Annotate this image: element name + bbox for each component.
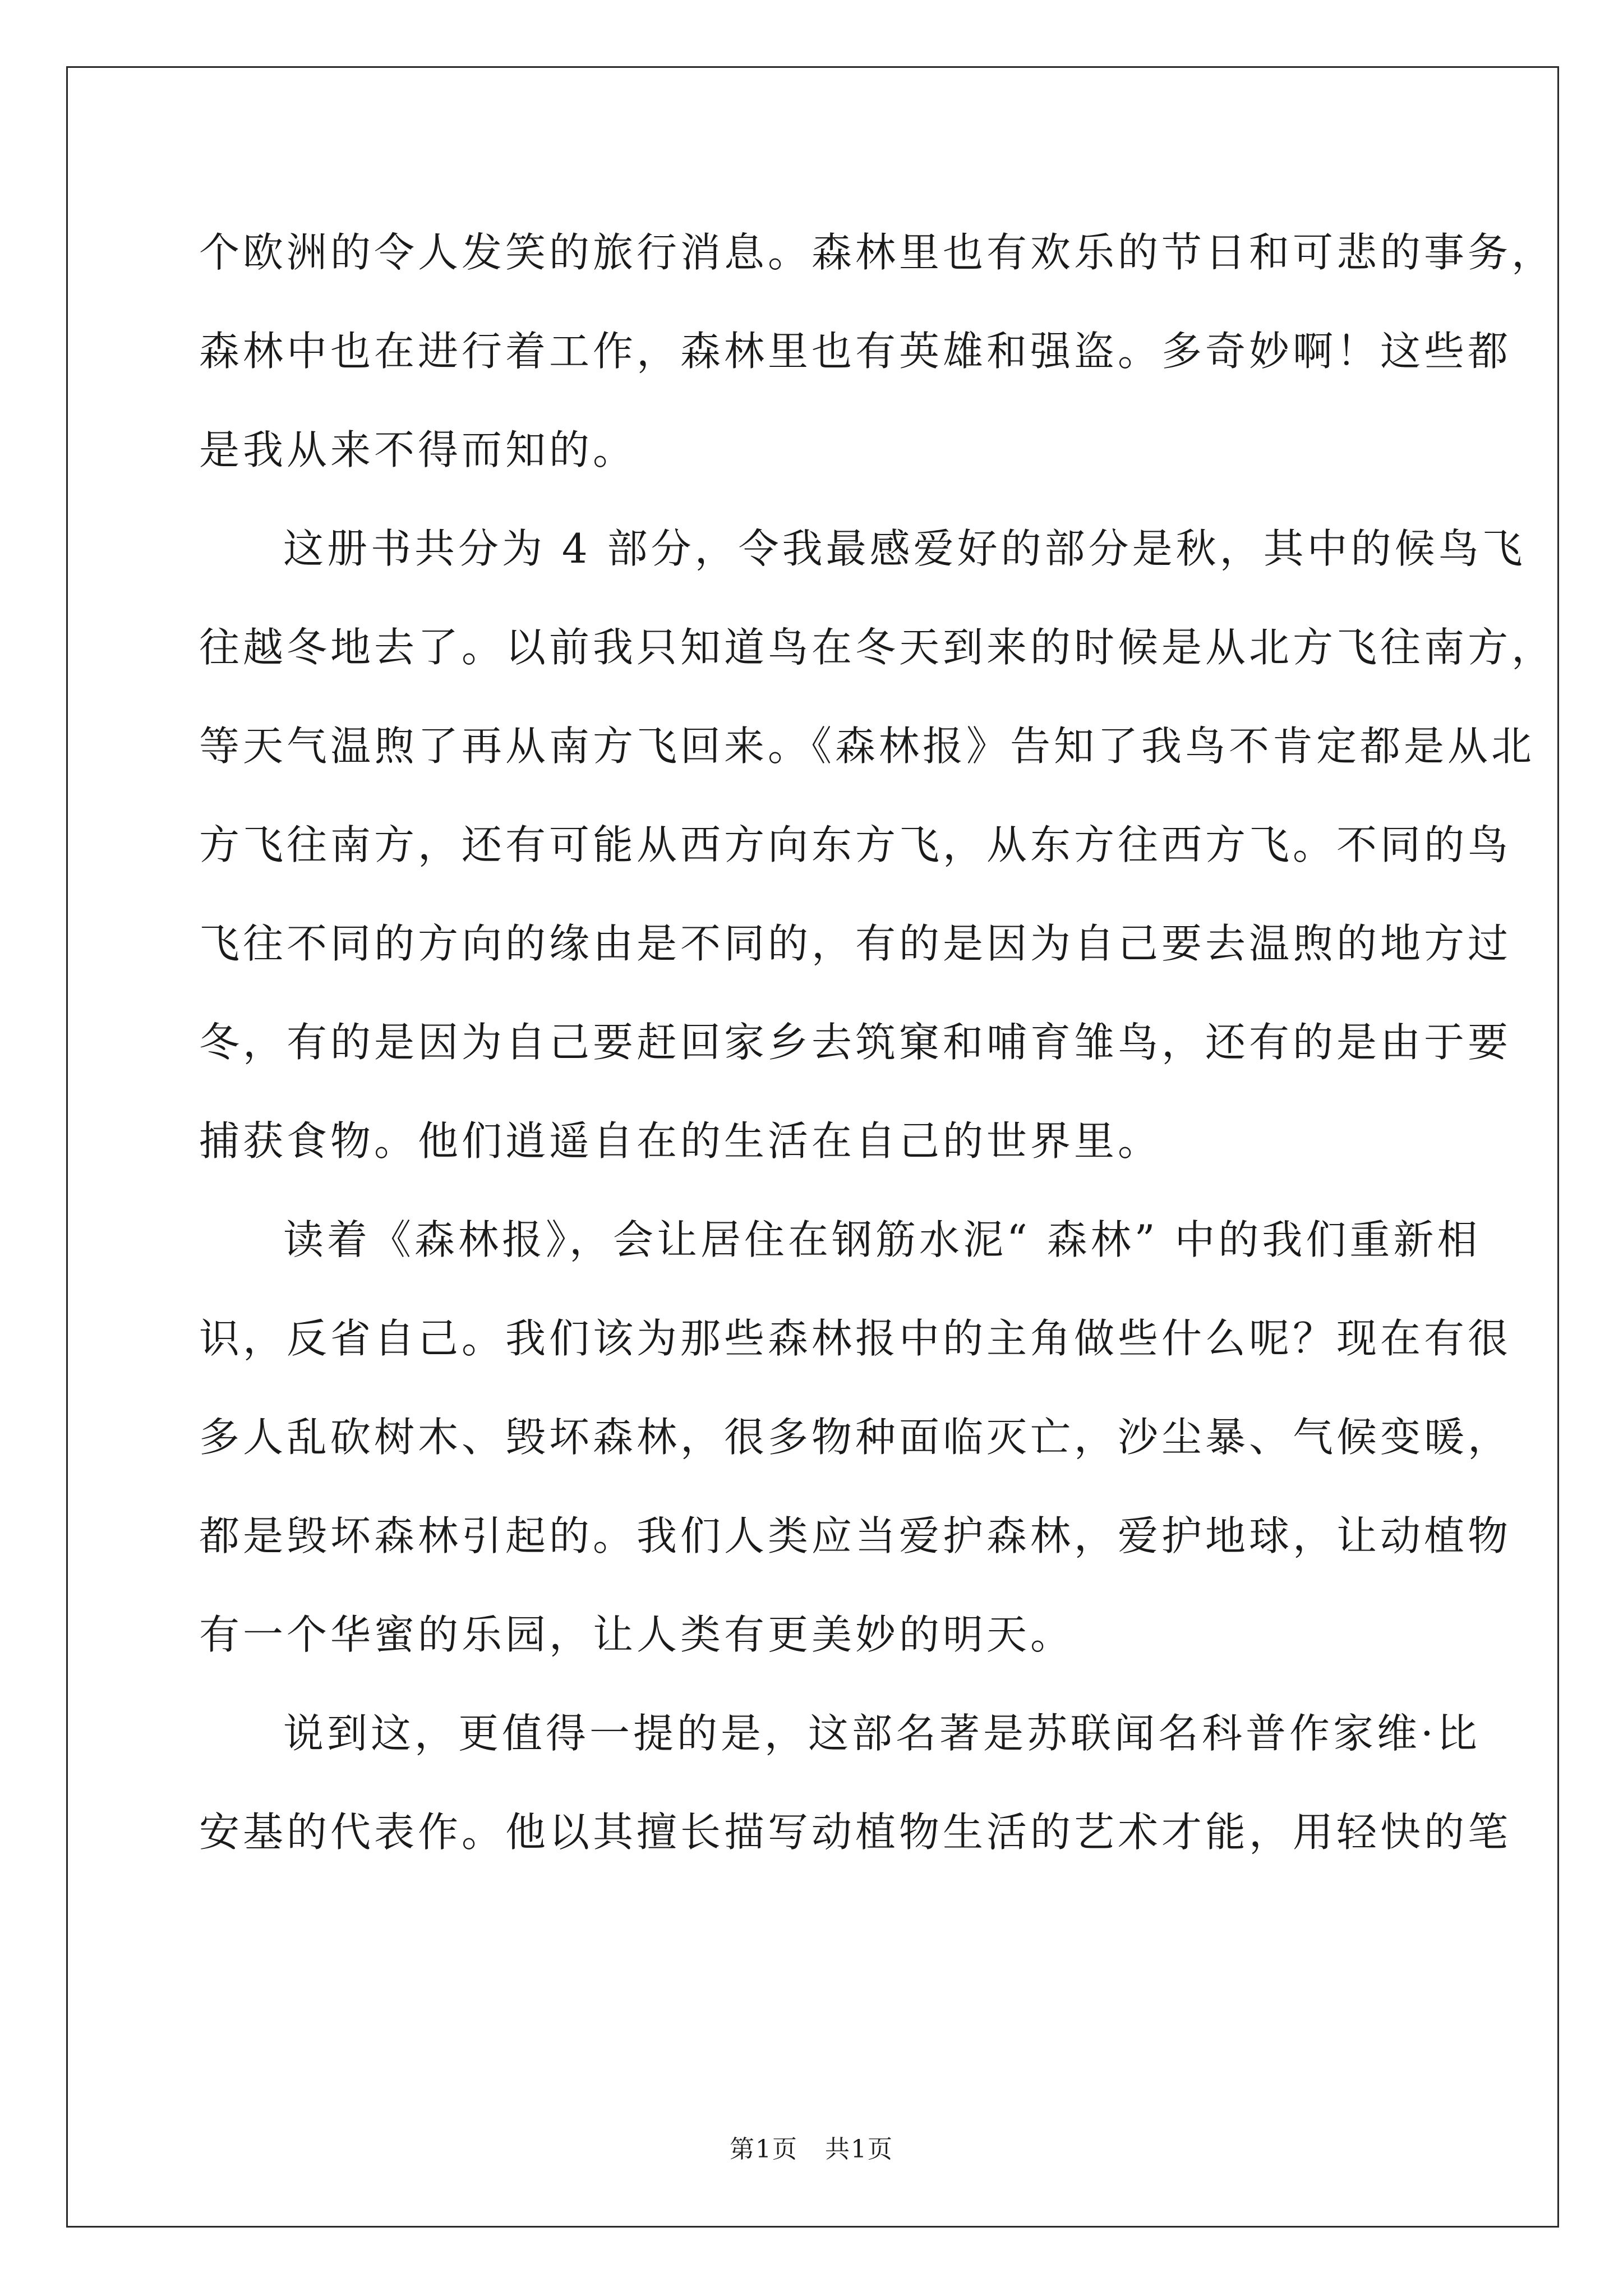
text-line: 飞往不同的方向的缘由是不同的，有的是因为自己要去温煦的地方过 [199, 920, 1512, 967]
paragraph-start-line: 读着《森林报》，会让居住在钢筋水泥“ 森林” 中的我们重新相 [283, 1216, 1481, 1263]
text-line: 都是毁坏森林引起的。我们人类应当爱护森林，爱护地球，让动植物 [199, 1512, 1512, 1559]
text-line: 识，反省自己。我们该为那些森林报中的主角做些什么呢？现在有很 [199, 1315, 1512, 1362]
document-body [199, 219, 1556, 1897]
paragraph-start-line: 这册书共分为 4 部分，令我最感爱好的部分是秋，其中的候鸟飞 [283, 525, 1526, 572]
page-footer: 第1页 共1页 [730, 2135, 893, 2164]
text-line: 安基的代表作。他以其擅长描写动植物生活的艺术才能，用轻快的笔 [199, 1809, 1512, 1856]
text-line: 冬，有的是因为自己要赶回家乡去筑窠和哺育雏鸟，还有的是由于要 [199, 1019, 1512, 1066]
text-line: 是我从来不得而知的。 [199, 426, 637, 473]
text-line: 捕获食物。他们逍遥自在的生活在自己的世界里。 [199, 1117, 1162, 1165]
text-line: 有一个华蜜的乐园，让人类有更美妙的明天。 [199, 1611, 1075, 1658]
paragraph-start-line: 说到这，更值得一提的是，这部名著是苏联闻名科普作家维·比 [283, 1710, 1481, 1757]
text-line: 等天气温煦了再从南方飞回来。《森林报》告知了我鸟不肯定都是从北 [199, 723, 1536, 770]
text-line: 多人乱砍树木、毁坏森林，很多物种面临灭亡，沙尘暴、气候变暖， [199, 1414, 1512, 1461]
text-line: 方飞往南方，还有可能从西方向东方飞，从东方往西方飞。不同的鸟 [199, 821, 1512, 868]
text-line: 往越冬地去了。以前我只知道鸟在冬天到来的时候是从北方飞往南方， [199, 624, 1556, 671]
text-line: 森林中也在进行着工作，森林里也有英雄和强盗。多奇妙啊！这些都 [199, 328, 1512, 375]
text-line: 个欧洲的令人发笑的旅行消息。森林里也有欢乐的节日和可悲的事务， [199, 229, 1556, 276]
